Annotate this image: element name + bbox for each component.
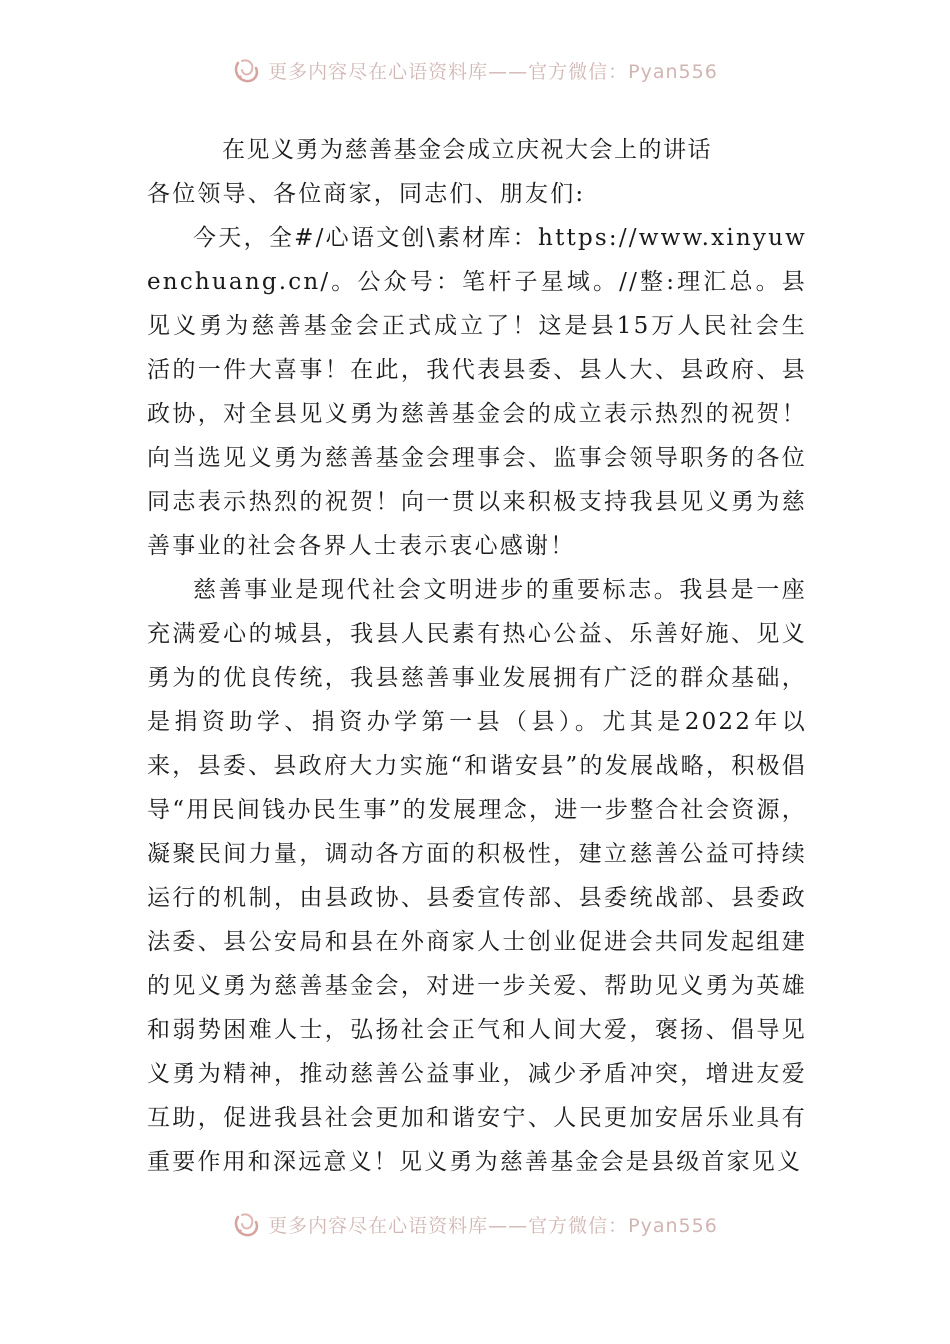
paragraph: 今天，全#/心语文创\素材库：https://www.xinyuwenchuang.cn/。公众号：笔杆子星域。//整:理汇总。县见义勇为慈善基金会正式成立了！这是县15万人民社会生活的一件大喜事！在此，我代表县委、县人大、县政府、县政协，对全县见义勇为慈善基金会的成立表示热烈的祝贺！向当选见义勇为慈善基金会理事会、监事会领导职务的各位同志表示热烈的祝贺！向一贯以来积极支持我县见义勇为慈善事业的社会各界人士表示衷心感谢！ xyxy=(147,225,807,559)
header-watermark xyxy=(0,50,950,90)
watermark-logo-icon xyxy=(232,1209,262,1239)
paragraph: 慈善事业是现代社会文明进步的重要标志。我县是一座充满爱心的城县，我县人民素有热心公益、乐善好施、见义勇为的优良传统，我县慈善事业发展拥有广泛的群众基础，是捐资助学、捐资办学第一县（县）。尤其是2022年以来，县委、县政府大力实施“和谐安县”的发展战略，积极倡导“用民间钱办民生事”的发展理念，进一步整合社会资源，凝聚民间力量，调动各方面的积极性，建立慈善公益可持续运行的机制，由县政协、县委宣传部、县委统战部、县委政法委、县公安局和县在外商家人士创业促进会共同发起组建的见义勇为慈善基金会，对进一步关爱、帮助见义勇为英雄和弱势困难人士，弘扬社会正气和人间大爱，褒扬、倡导见义勇为精神，推动慈善公益事业，减少矛盾冲突，增进友爱互助，促进我县社会更加和谐安宁、人民更加安居乐业具有重要作用和深远意义！见义勇为慈善基金会是县级首家见义 xyxy=(147,577,807,1175)
document-body xyxy=(147,128,807,1184)
watermark-text: 更多内容尽在心语资料库——官方微信：Pyan556 xyxy=(268,1214,718,1237)
watermark-text: 更多内容尽在心语资料库——官方微信：Pyan556 xyxy=(268,60,718,83)
footer-watermark xyxy=(0,1204,950,1244)
salutation: 各位领导、各位商家，同志们、朋友们: xyxy=(147,181,586,207)
document-title: 在见义勇为慈善基金会成立庆祝大会上的讲话 xyxy=(222,137,712,163)
watermark-logo-icon xyxy=(232,55,262,85)
